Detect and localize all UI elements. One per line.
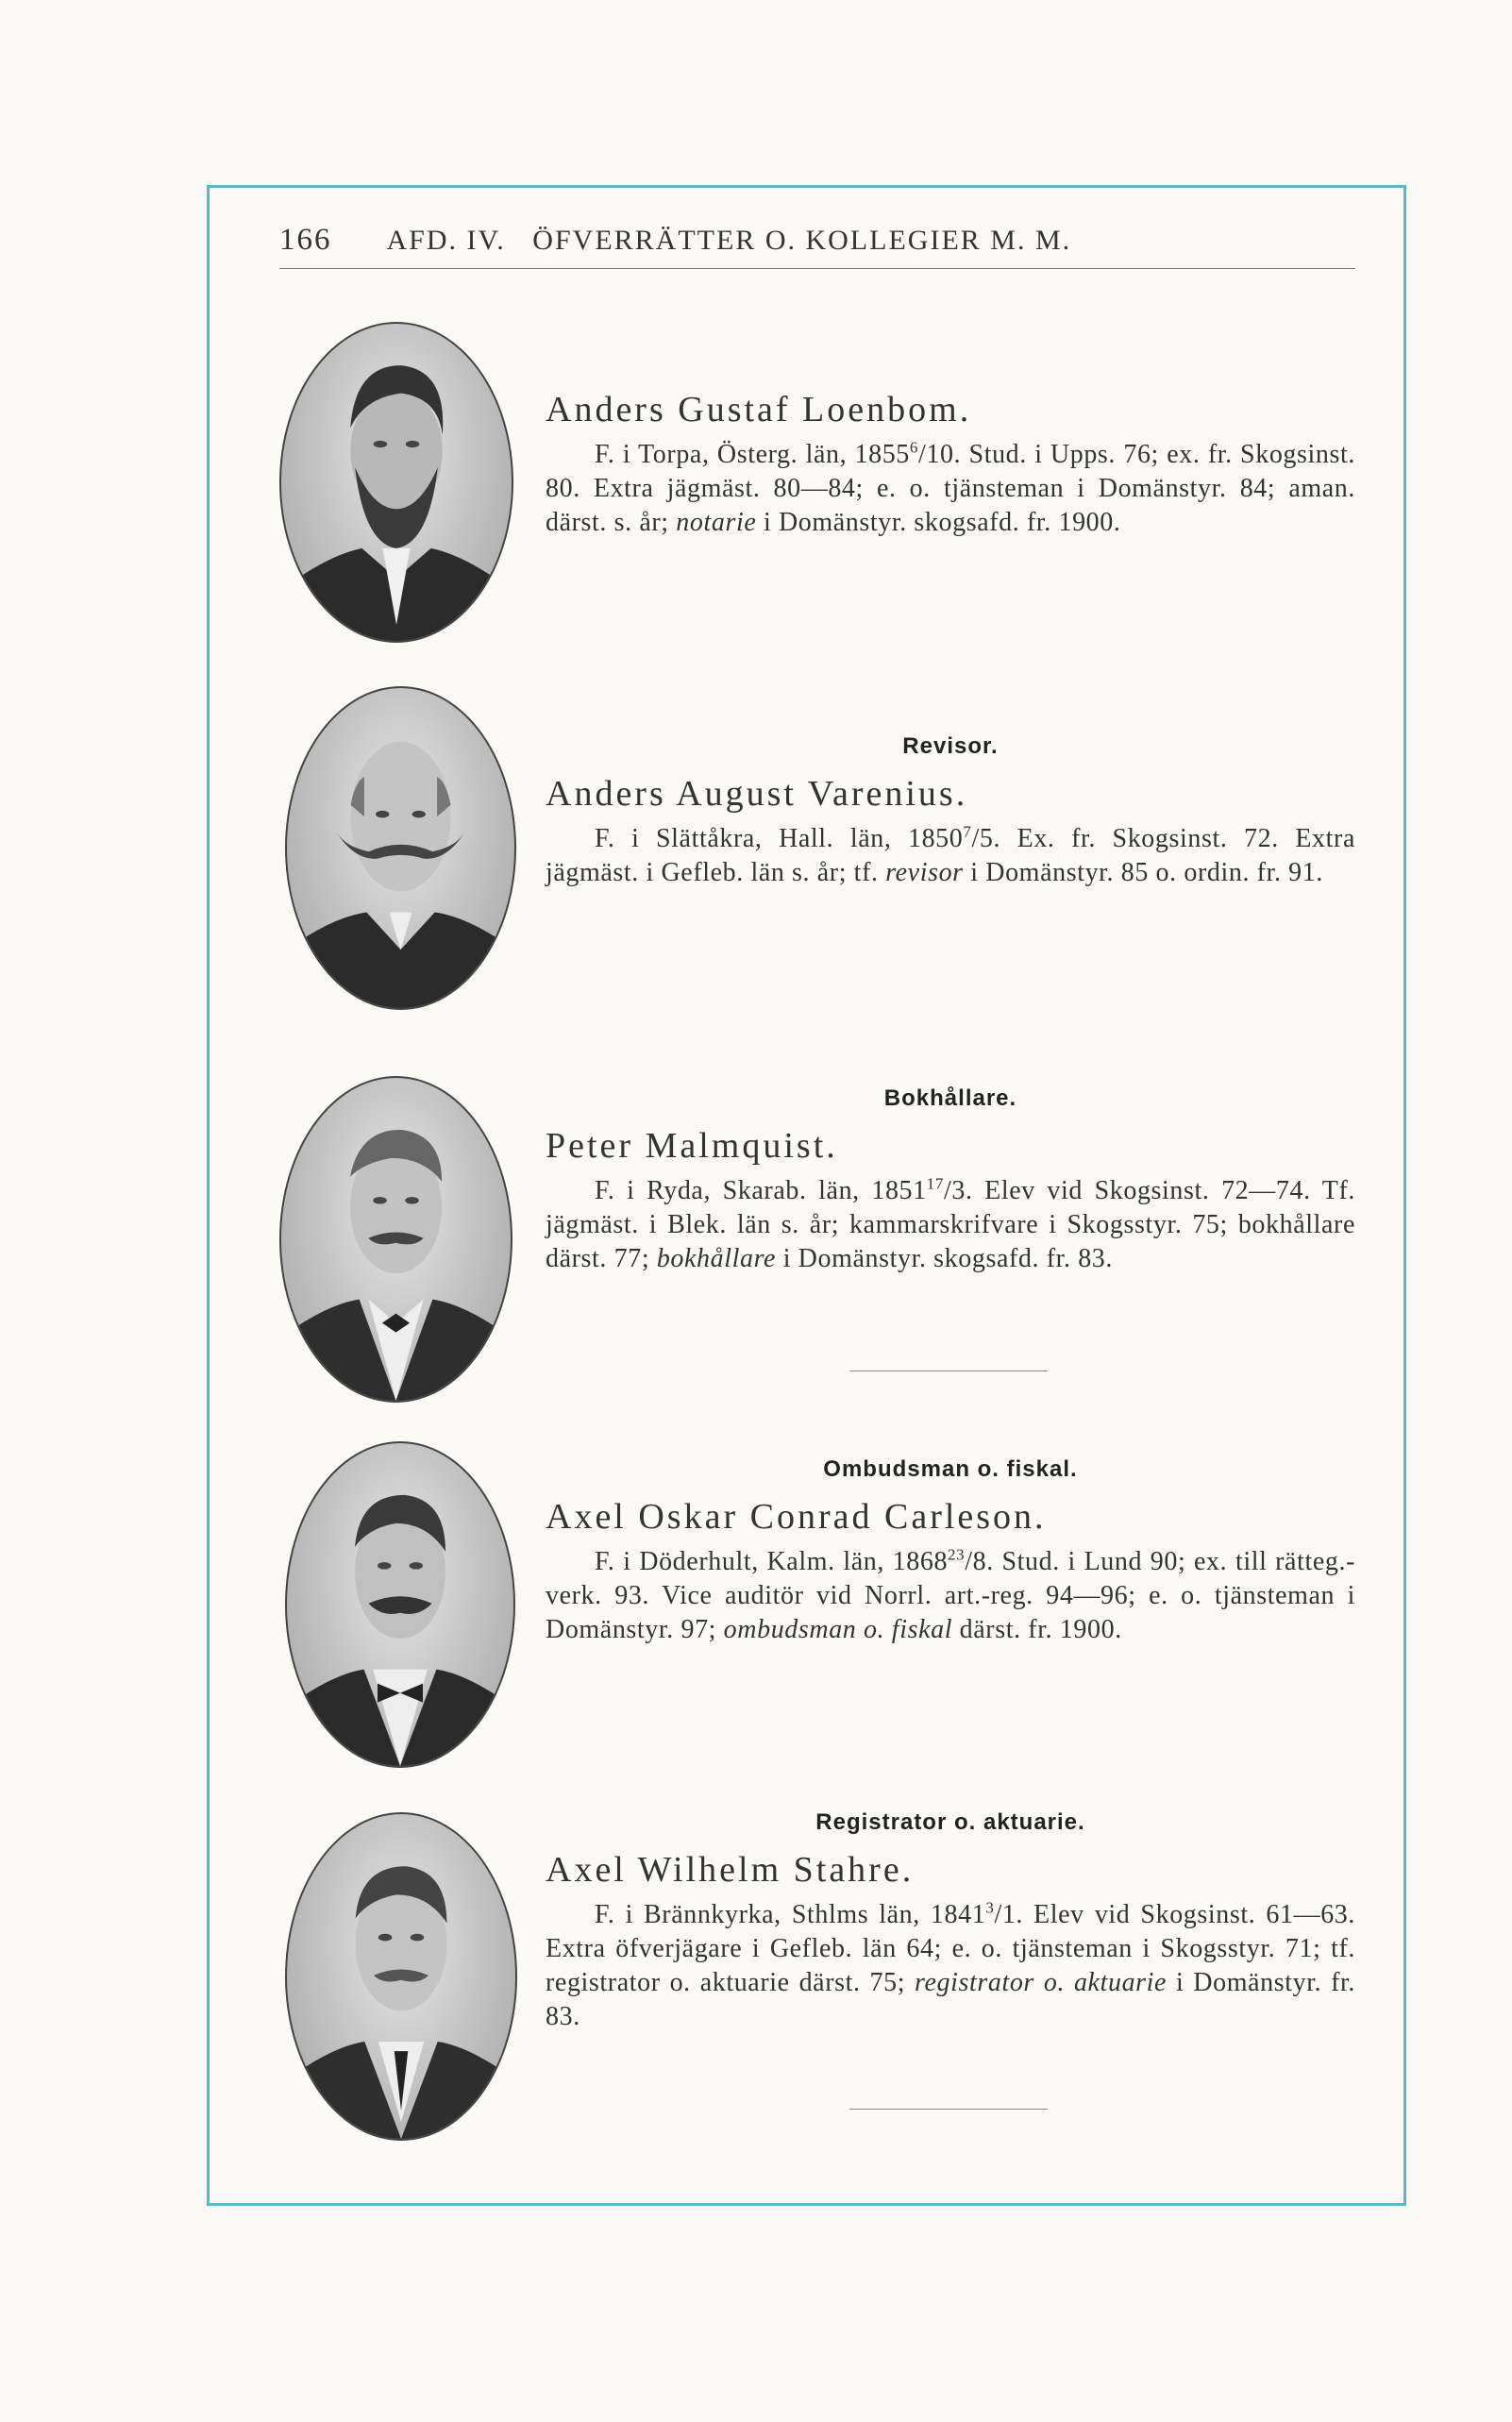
header-rule [279,268,1355,269]
separator-rule [849,2109,1048,2110]
portrait-man-tie-icon [287,1814,515,2139]
entry-1 [546,389,1355,540]
portrait-bearded-man-icon [281,324,512,641]
person-name: Peter Malmquist. [546,1126,838,1166]
role-heading: Revisor. [902,733,999,759]
portrait-man-bowtie-icon [287,1443,513,1766]
entry-4 [546,1456,1355,1647]
running-title: AFD. IV. ÖFVERRÄTTER O. KOLLEGIER M. M. [386,225,1072,256]
person-name: Axel Oskar Conrad Carleson. [546,1497,1047,1537]
person-bio: F. i Torpa, Österg. län, 1855$^6$/10. Stud. i Upps. 76; ex. fr. Skogsinst. 80. Extra jägmäst. 80—84; e. o. tjänsteman i Domänstyr. 84; aman. därst. s. år; notarie i Domänstyr. skogsafd. fr. 1900. [546,438,1355,537]
person-name: Axel Wilhelm Stahre. [546,1850,915,1890]
role-heading: Bokhållare. [883,1085,1017,1111]
entry-3 [546,1085,1355,1276]
role-heading: Registrator o. aktuarie. [815,1809,1085,1835]
portrait-4 [285,1441,515,1768]
person-bio: F. i Ryda, Skarab. län, 1851$^{17}$/3. Elev vid Skogsinst. 72—74. Tf. jägmäst. i Blek. län s. år; kammarskrifvare i Skogsstyr. 75; bokhållare därst. 77; bokhållare i Domänstyr. skogsafd. fr. 83. [546,1174,1355,1273]
entry-2 [546,733,1355,890]
person-bio: F. i Slättåkra, Hall. län, 1850$^7$/5. Ex. fr. Skogsinst. 72. Extra jägmäst. i Gefleb. län s. år; tf. revisor i Domänstyr. 85 o. ordin. fr. 91. [546,822,1355,887]
portrait-5 [285,1812,517,2141]
person-name: Anders August Varenius. [546,774,968,814]
running-header [279,223,1355,258]
person-bio: F. i Döderhult, Kalm. län, 1868$^{23}$/8. Stud. i Lund 90; ex. till rätteg.-verk. 93. Vice auditör vid Norrl. art.-reg. 94—96; e. o. tjänsteman i Domänstyr. 97; ombudsman o. fiskal därst. fr. 1900. [546,1545,1355,1644]
portrait-bald-man-mustache-icon [287,688,514,1008]
role-heading: Ombudsman o. fiskal. [823,1456,1078,1482]
page-number: 166 [279,223,332,257]
entry-5 [546,1809,1355,2034]
portrait-man-mustache-icon [281,1078,511,1401]
person-bio: F. i Brännkyrka, Sthlms län, 1841$^3$/1. Elev vid Skogsinst. 61—63. Extra öfverjägare i Gefleb. län 64; e. o. tjänsteman i Skogsstyr. 71; tf. registrator o. aktuarie därst. 75; registrator o. aktuarie i Domänstyr. fr. 83. [546,1898,1356,2031]
portrait-3 [279,1076,512,1403]
person-name: Anders Gustaf Loenbom. [546,390,972,429]
portrait-2 [285,686,516,1010]
portrait-1 [279,322,513,643]
